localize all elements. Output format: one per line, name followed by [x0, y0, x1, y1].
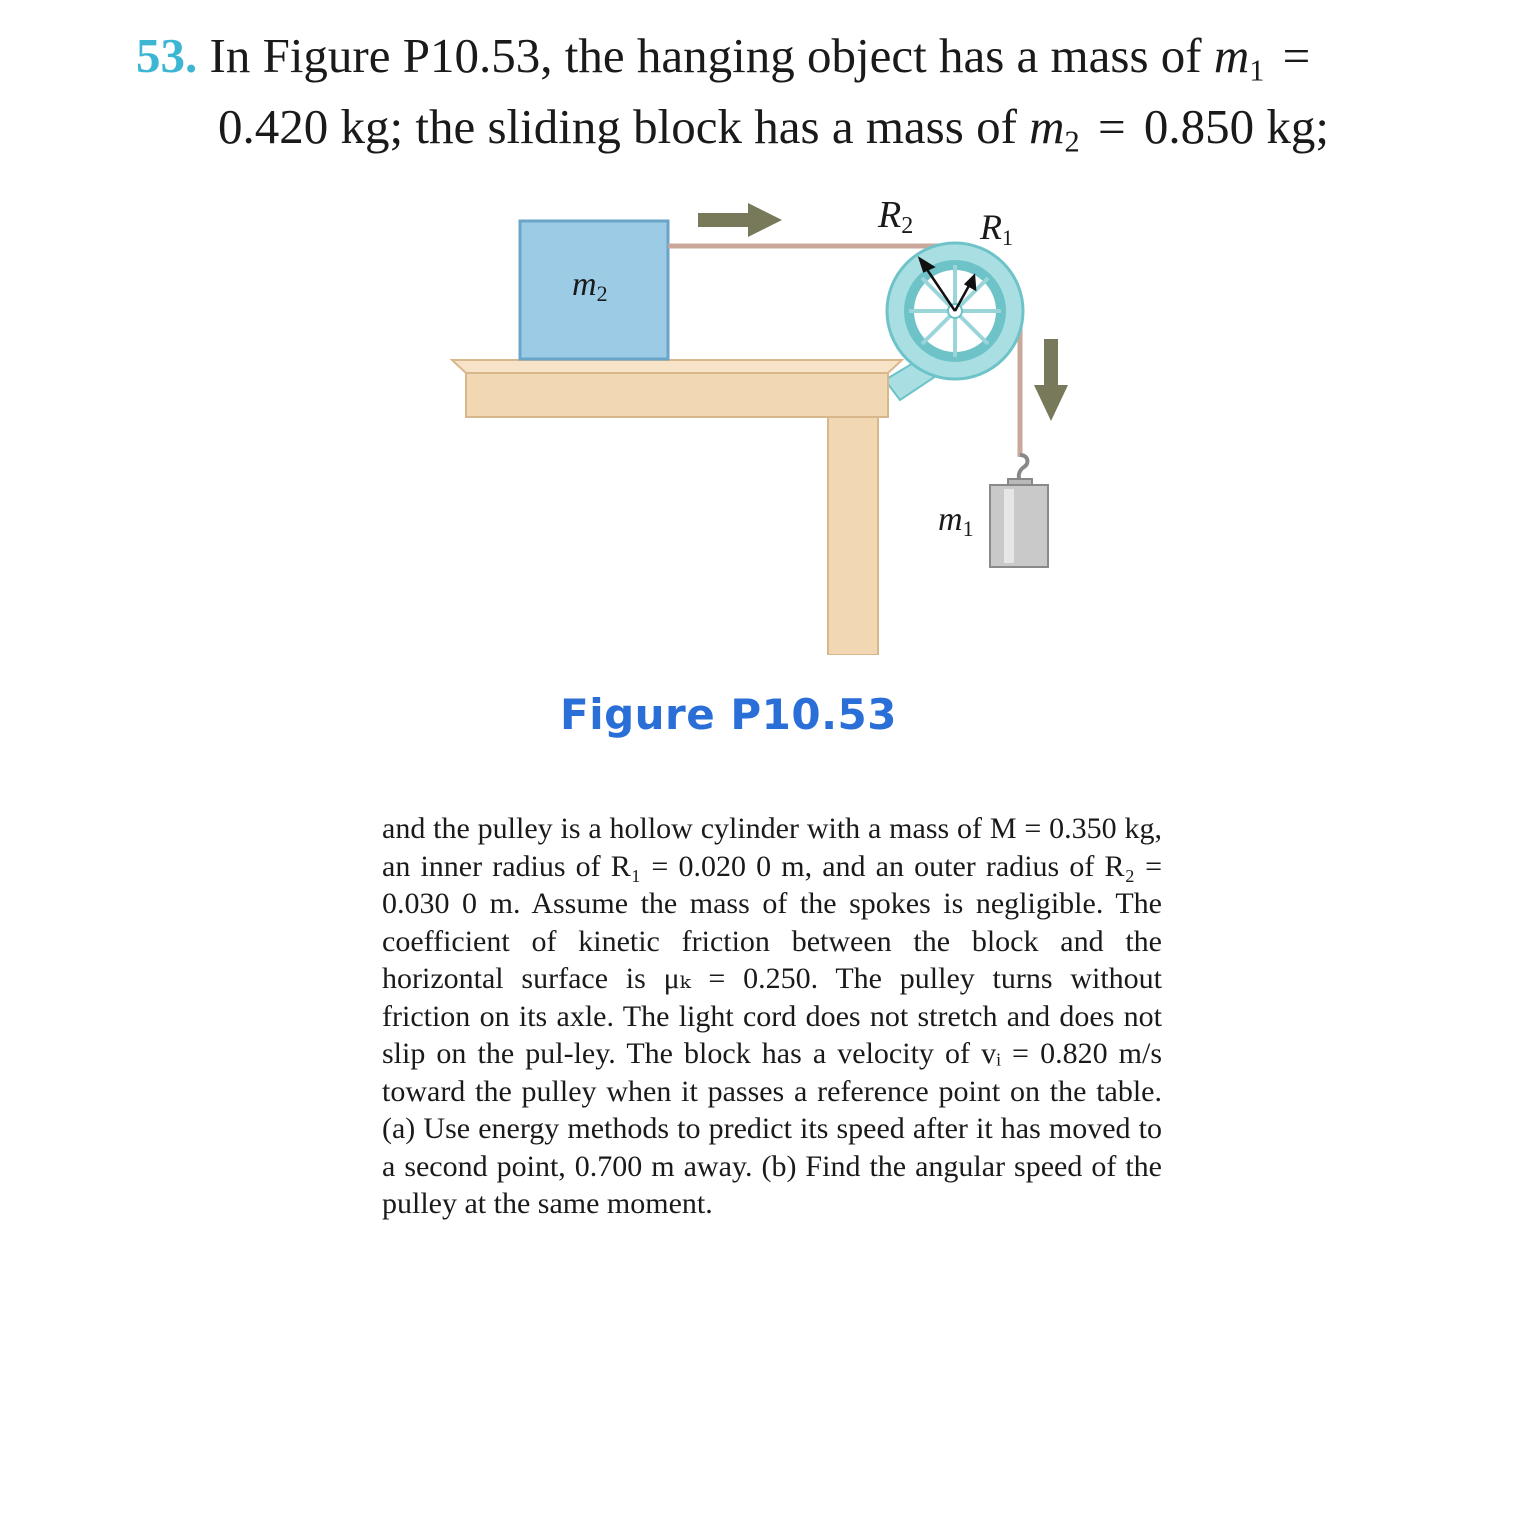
- problem-body-text: and the pulley is a hollow cylinder with a mass of M = 0.350 kg, an inner radius of R₁ = 0.020 0 m, and an outer radius of R₂ = 0.030 0 m. Assume the mass of the spokes is negligible. The coefficient of kinetic friction between the block and the horizontal surface is μₖ = 0.250. The pulley turns without friction on its axle. The light cord does not stretch and does not slip on the pul-ley. The block has a velocity of vᵢ = 0.820 m/s toward the pulley when it passes a reference point on the table. (a) Use energy methods to predict its speed after it has moved to a second point, 0.700 m away. (b) Find the angular speed of the pulley at the same moment.: [382, 812, 1162, 1220]
- hanging-weight: [990, 485, 1048, 567]
- problem-body: [382, 810, 1162, 1223]
- symbol-m1-letter: m: [1213, 28, 1250, 83]
- figure: [430, 185, 1110, 655]
- table-leg: [828, 415, 878, 655]
- problem-header: [136, 28, 1396, 169]
- figure-caption: Figure P10.53: [560, 690, 898, 739]
- figure-diagram: [430, 185, 1110, 655]
- symbol-m2-sub: 2: [1064, 124, 1080, 158]
- symbol-m2: [1029, 98, 1080, 158]
- symbol-m1: [1213, 28, 1265, 88]
- label-m2: m2: [572, 266, 608, 306]
- label-r2: R2: [878, 194, 914, 239]
- header-text-1: In Figure P10.53, the hanging object has a mass of: [209, 28, 1202, 83]
- header-line-1: [136, 28, 1396, 99]
- label-r1: R1: [980, 207, 1013, 250]
- equals-sign-1: =: [1282, 28, 1311, 83]
- header-text-2-end: 0.850 kg;: [1143, 98, 1329, 154]
- hanging-weight-shine: [1004, 489, 1014, 563]
- problem-number: 53.: [136, 28, 198, 83]
- symbol-m2-letter: m: [1029, 98, 1065, 154]
- block-motion-arrow: [698, 203, 782, 237]
- table-top-surface: [452, 360, 902, 373]
- header-line-2: [136, 99, 1396, 170]
- header-text-2: 0.420 kg; the sliding block has a mass of: [218, 98, 1017, 154]
- equals-sign-2: =: [1097, 98, 1126, 154]
- label-m1: m1: [938, 501, 974, 541]
- symbol-m1-sub: 1: [1249, 53, 1265, 88]
- table-top-front: [466, 373, 888, 417]
- mass-motion-arrow: [1034, 339, 1068, 421]
